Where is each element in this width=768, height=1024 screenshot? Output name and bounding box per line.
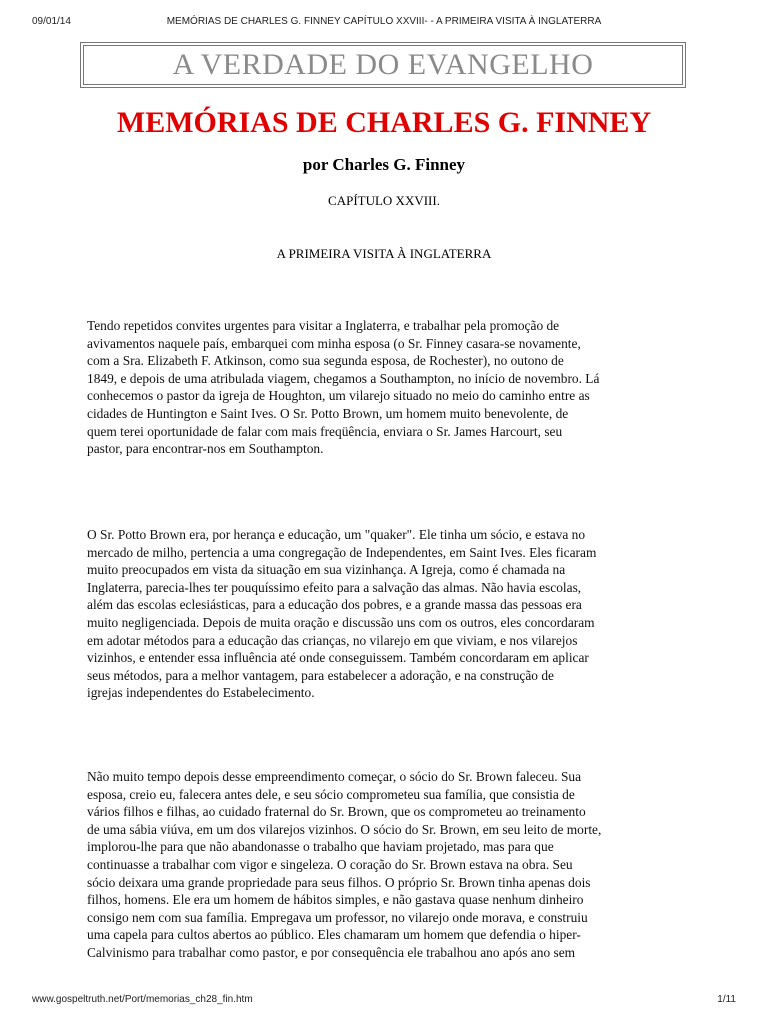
site-banner-text: A VERDADE DO EVANGELHO bbox=[83, 45, 683, 85]
site-banner bbox=[80, 42, 686, 88]
author-line: por Charles G. Finney bbox=[302, 155, 466, 174]
book-title: MEMÓRIAS DE CHARLES G. FINNEY bbox=[116, 106, 652, 139]
print-footer bbox=[32, 994, 736, 1010]
print-date: 09/01/14 bbox=[32, 16, 71, 27]
chapter-title: A PRIMEIRA VISITA À INGLATERRA bbox=[276, 246, 492, 261]
paragraph-1: Tendo repetidos convites urgentes para visitar a Inglaterra, e trabalhar pela promoção de avivamentos naquele país, embarquei com minha esposa (o Sr. Finney casara-se novamente, com a Sra. Elizabeth F. Atkinson, como sua segunda esposa, de Rochester), no outono de 1849, e depois de uma atribulada viagem, chegamos a Southampton, no início de novembro. Lá conhecemos o pastor da igreja de Houghton, um vilarejo situado no meio do caminho entre as cidades de Huntington e Saint Ives. O Sr. Potto Brown, um homem muito benevolente, de quem terei oportunidade de falar com mais freqüência, enviara o Sr. James Harcourt, seu pastor, para encontrar-nos em Southampton. bbox=[87, 318, 600, 457]
chapter-number: CAPÍTULO XXVIII. bbox=[328, 193, 440, 208]
paragraph-2: O Sr. Potto Brown era, por herança e educação, um "quaker". Ele tinha um sócio, e estava no mercado de milho, pertencia a uma congregação de Independentes, em Saint Ives. Eles ficaram muito preocupados em vista da situação em sua vizinhança. A Igreja, como é chamada na Inglaterra, parecia-lhes ter pouquíssimo efeito para a salvação das almas. Não havia escolas, além das escolas eclesiásticas, para a educação dos pobres, e a grande massa das pessoas era muito negligenciada. Depois de muita oração e discussão uns com os outros, eles concordaram em adotar métodos para a educação das crianças, no vilarejo em que viviam, e nos vilarejos vizinhos, e entender essa influência até onde conseguissem. Também concordaram em aplicar seus métodos, para a melhor vantagem, para estabelecer a adoração, e na construção de igrejas independentes do Estabelecimento. bbox=[87, 527, 597, 701]
print-url: www.gospeltruth.net/Port/memorias_ch28_fin.htm bbox=[32, 994, 253, 1005]
print-doc-title: MEMÓRIAS DE CHARLES G. FINNEY CAPÍTULO XXVIII- - A PRIMEIRA VISITA À INGLATERRA bbox=[166, 16, 602, 27]
print-page-number: 1/11 bbox=[717, 994, 736, 1005]
print-header bbox=[32, 16, 736, 32]
paragraph-3: Não muito tempo depois desse empreendimento começar, o sócio do Sr. Brown faleceu. Sua esposa, creio eu, falecera antes dele, e seu sócio comprometeu sua família, que consistia de vários filhos e filhas, ao cuidado fraternal do Sr. Brown, que os comprometeu ao treinamento de uma sábia viúva, em um dos vilarejos vizinhos. O sócio do Sr. Brown, em seu leito de morte, implorou-lhe para que não abandonasse o trabalho que haviam projetado, mas para que continuasse a trabalhar com vigor e singeleza. O coração do Sr. Brown estava na obra. Seu sócio deixara uma grande propriedade para seus filhos. O próprio Sr. Brown tinha apenas dois filhos, homens. Ele era um homem de hábitos simples, e não gastava quase nenhum dinheiro consigo nem com sua família. Empregava um professor, no vilarejo onde morava, e construiu uma capela para cultos abertos ao público. Eles chamaram um homem que defendia o hiper- Calvinismo para trabalhar como pastor, e por consequência ele trabalhou ano após ano sem bbox=[87, 769, 602, 960]
